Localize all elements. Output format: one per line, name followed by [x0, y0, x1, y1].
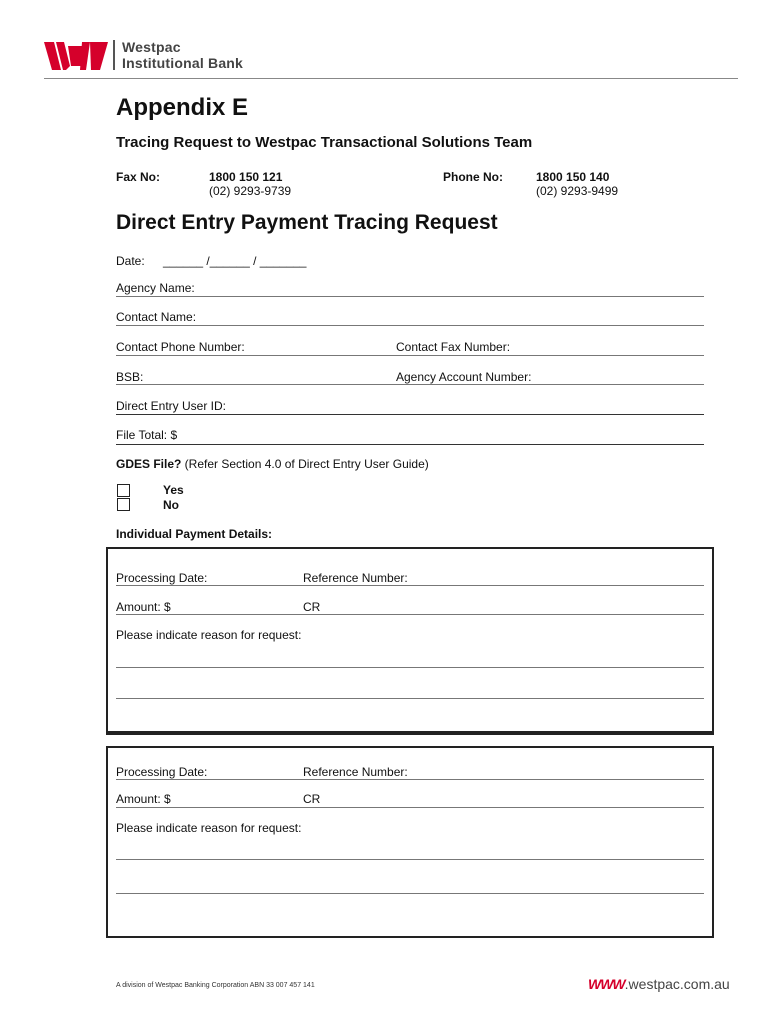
yes-label: Yes	[163, 483, 184, 497]
footer-legal: A division of Westpac Banking Corporation ABN 33 007 457 141	[116, 982, 315, 989]
fax-number-2: (02) 9293-9739	[209, 184, 292, 198]
cr-label: CR	[303, 600, 321, 614]
fax-numbers	[209, 170, 291, 198]
phone-label: Phone No:	[443, 170, 503, 184]
brand-line-2: Institutional Bank	[122, 55, 244, 71]
contact-name-label: Contact Name:	[116, 310, 197, 324]
bsb-label: BSB:	[116, 370, 144, 384]
processing-date-label: Processing Date:	[116, 571, 208, 585]
phone-number-1: 1800 150 140	[536, 170, 610, 184]
file-total-label: File Total: $	[116, 428, 178, 442]
processing-reference-field[interactable]	[116, 779, 704, 780]
reason-line[interactable]	[116, 893, 704, 894]
payment-details-label: Individual Payment Details:	[116, 527, 273, 541]
box-separator-top	[106, 731, 714, 733]
fax-label: Fax No:	[116, 170, 161, 184]
de-user-id-label: Direct Entry User ID:	[116, 399, 227, 413]
date-field[interactable]: ______ /______ / _______	[163, 254, 307, 268]
de-user-id-field[interactable]	[116, 414, 704, 415]
reference-number-label: Reference Number:	[303, 765, 408, 779]
no-label: No	[163, 498, 179, 512]
brand-name	[122, 39, 243, 71]
reason-label: Please indicate reason for request:	[116, 628, 302, 642]
logo-divider	[113, 40, 115, 70]
reason-line[interactable]	[116, 698, 704, 699]
cr-label: CR	[303, 792, 321, 806]
reason-line[interactable]	[116, 667, 704, 668]
fax-number-1: 1800 150 121	[209, 170, 283, 184]
header-rule	[44, 78, 738, 79]
reason-line[interactable]	[116, 859, 704, 860]
file-total-field[interactable]	[116, 444, 704, 445]
contact-phone-fax-field[interactable]	[116, 355, 704, 356]
gdes-question	[116, 457, 429, 471]
form-title: Direct Entry Payment Tracing Request	[116, 211, 498, 234]
processing-reference-field[interactable]	[116, 585, 704, 586]
gdes-question-bold: GDES File?	[116, 457, 182, 471]
amount-cr-field[interactable]	[116, 807, 704, 808]
amount-label: Amount: $	[116, 792, 171, 806]
footer-url	[588, 976, 730, 992]
amount-cr-field[interactable]	[116, 614, 704, 615]
gdes-question-rest: (Refer Section 4.0 of Direct Entry User Guide)	[181, 457, 429, 471]
footer-www-mark: WWW	[588, 976, 625, 992]
phone-number-2: (02) 9293-9499	[536, 184, 619, 198]
bsb-account-field[interactable]	[116, 384, 704, 385]
reason-label: Please indicate reason for request:	[116, 821, 302, 835]
contact-phone-label: Contact Phone Number:	[116, 340, 245, 354]
contact-fax-label: Contact Fax Number:	[396, 340, 511, 354]
agency-name-field[interactable]	[116, 296, 704, 297]
westpac-logo-icon	[44, 42, 108, 70]
contact-name-field[interactable]	[116, 325, 704, 326]
appendix-heading: Appendix E	[116, 94, 249, 121]
phone-numbers	[536, 170, 618, 198]
agency-account-label: Agency Account Number:	[396, 370, 532, 384]
date-label: Date:	[116, 254, 145, 268]
agency-name-label: Agency Name:	[116, 281, 195, 295]
no-checkbox[interactable]	[117, 498, 130, 511]
subtitle: Tracing Request to Westpac Transactional Solutions Team	[116, 134, 533, 151]
amount-label: Amount: $	[116, 600, 171, 614]
brand-line-1: Westpac	[122, 39, 181, 55]
yes-checkbox[interactable]	[117, 484, 130, 497]
footer-url-text: .westpac.com.au	[624, 976, 730, 992]
processing-date-label: Processing Date:	[116, 765, 208, 779]
reference-number-label: Reference Number:	[303, 571, 408, 585]
